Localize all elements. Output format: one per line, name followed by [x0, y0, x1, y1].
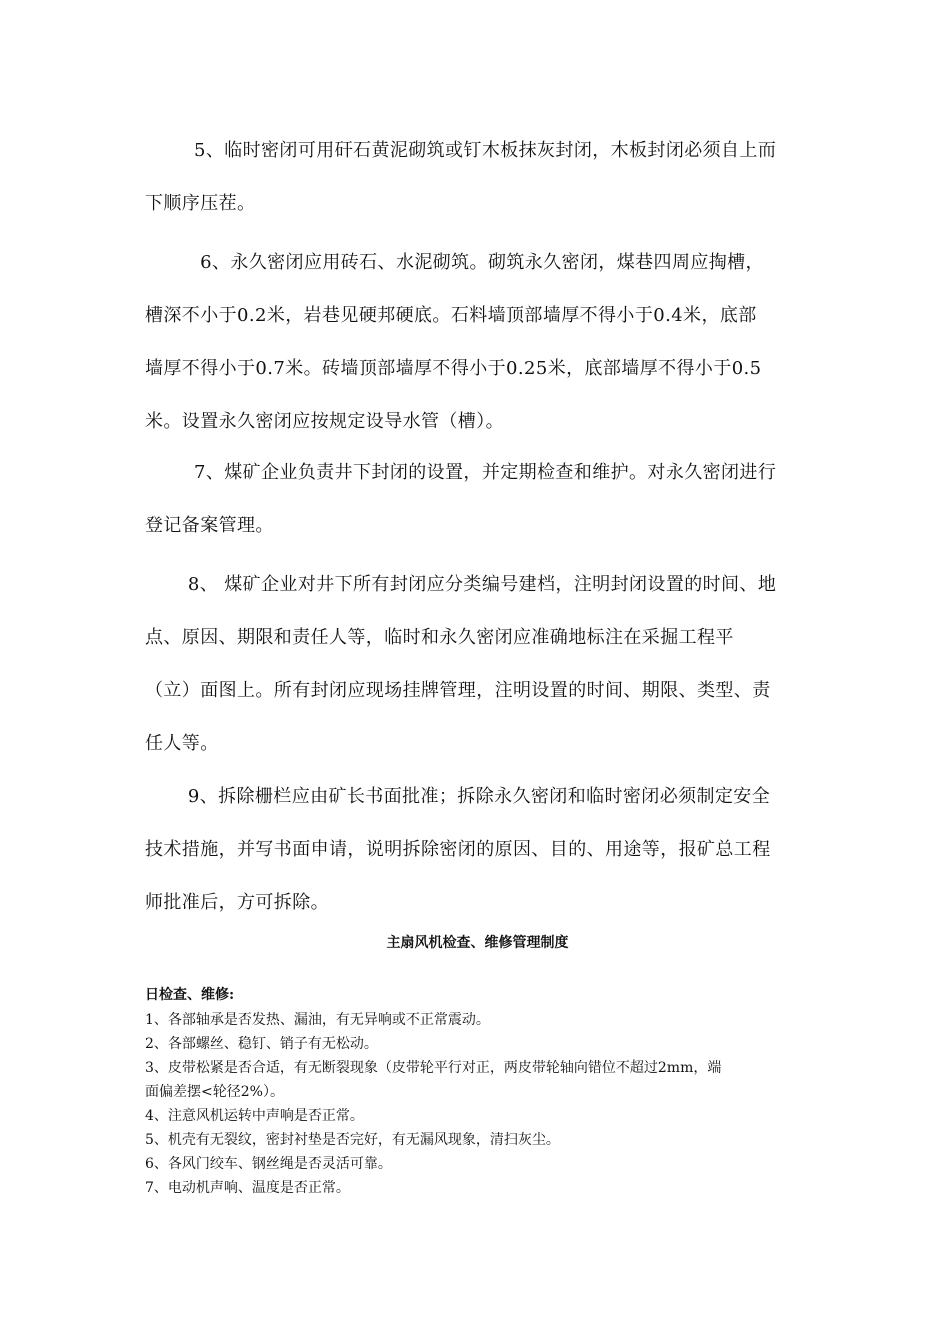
paragraph-line: 6、永久密闭应用砖石、水泥砌筑。砌筑永久密闭，煤巷四周应掏槽，	[145, 252, 764, 273]
paragraph-line: 5、临时密闭可用矸石黄泥砌筑或钉木板抹灰封闭，木板封闭必须自上而	[145, 140, 777, 161]
list-item: 5、机壳有无裂纹，密封衬垫是否完好，有无漏风现象，清扫灰尘。	[145, 1132, 560, 1148]
paragraph-8	[145, 558, 810, 770]
paragraph-line: 点、原因、期限和责任人等，临时和永久密闭应准确地标注在采掘工程平	[145, 627, 734, 648]
paragraph-line: 米。设置永久密闭应按规定设导水管（槽）。	[145, 411, 504, 432]
daily-check-heading: 日检查、维修:	[145, 987, 235, 1003]
list-item: 6、各风门绞车、钢丝绳是否灵活可靠。	[145, 1156, 392, 1172]
paragraph-7	[145, 446, 810, 552]
paragraph-line: 技术措施，并写书面申请，说明拆除密闭的原因、目的、用途等，报矿总工程	[145, 839, 771, 860]
paragraph-line: 下顺序压茬。	[145, 193, 256, 214]
list-item: 7、电动机声响、温度是否正常。	[145, 1180, 350, 1196]
section-title: 主扇风机检查、维修管理制度	[386, 935, 569, 951]
list-item: 1、各部轴承是否发热、漏油，有无异响或不正常震动。	[145, 1012, 490, 1028]
paragraph-line: 登记备案管理。	[145, 515, 274, 536]
list-item: 3、皮带松紧是否合适，有无断裂现象（皮带轮平行对正，两皮带轮轴向错位不超过2mm，端	[145, 1060, 722, 1076]
daily-check-list	[145, 1008, 810, 1200]
paragraph-9	[145, 770, 810, 929]
paragraph-line: 槽深不小于0.2米，岩巷见硬邦硬底。石料墙顶部墙厚不得小于0.4米，底部	[145, 305, 757, 326]
paragraph-line: 9、拆除栅栏应由矿长书面批准；拆除永久密闭和临时密闭必须制定安全	[145, 786, 771, 807]
paragraph-line: （立）面图上。所有封闭应现场挂牌管理，注明设置的时间、期限、类型、责	[145, 680, 771, 701]
paragraph-line: 任人等。	[145, 733, 219, 754]
list-item: 4、注意风机运转中声响是否正常。	[145, 1108, 364, 1124]
paragraph-line: 师批准后，方可拆除。	[145, 892, 329, 913]
paragraph-6	[145, 236, 810, 448]
paragraph-line: 8、 煤矿企业对井下所有封闭应分类编号建档，注明封闭设置的时间、地	[145, 574, 777, 595]
paragraph-line: 7、煤矿企业负责井下封闭的设置，并定期检查和维护。对永久密闭进行	[145, 462, 777, 483]
list-item: 面偏差摆<轮径2%）。	[145, 1084, 284, 1100]
paragraph-line: 墙厚不得小于0.7米。砖墙顶部墙厚不得小于0.25米，底部墙厚不得小于0.5	[145, 358, 762, 379]
paragraph-5	[145, 124, 810, 230]
list-item: 2、各部螺丝、稳钉、销子有无松动。	[145, 1036, 378, 1052]
